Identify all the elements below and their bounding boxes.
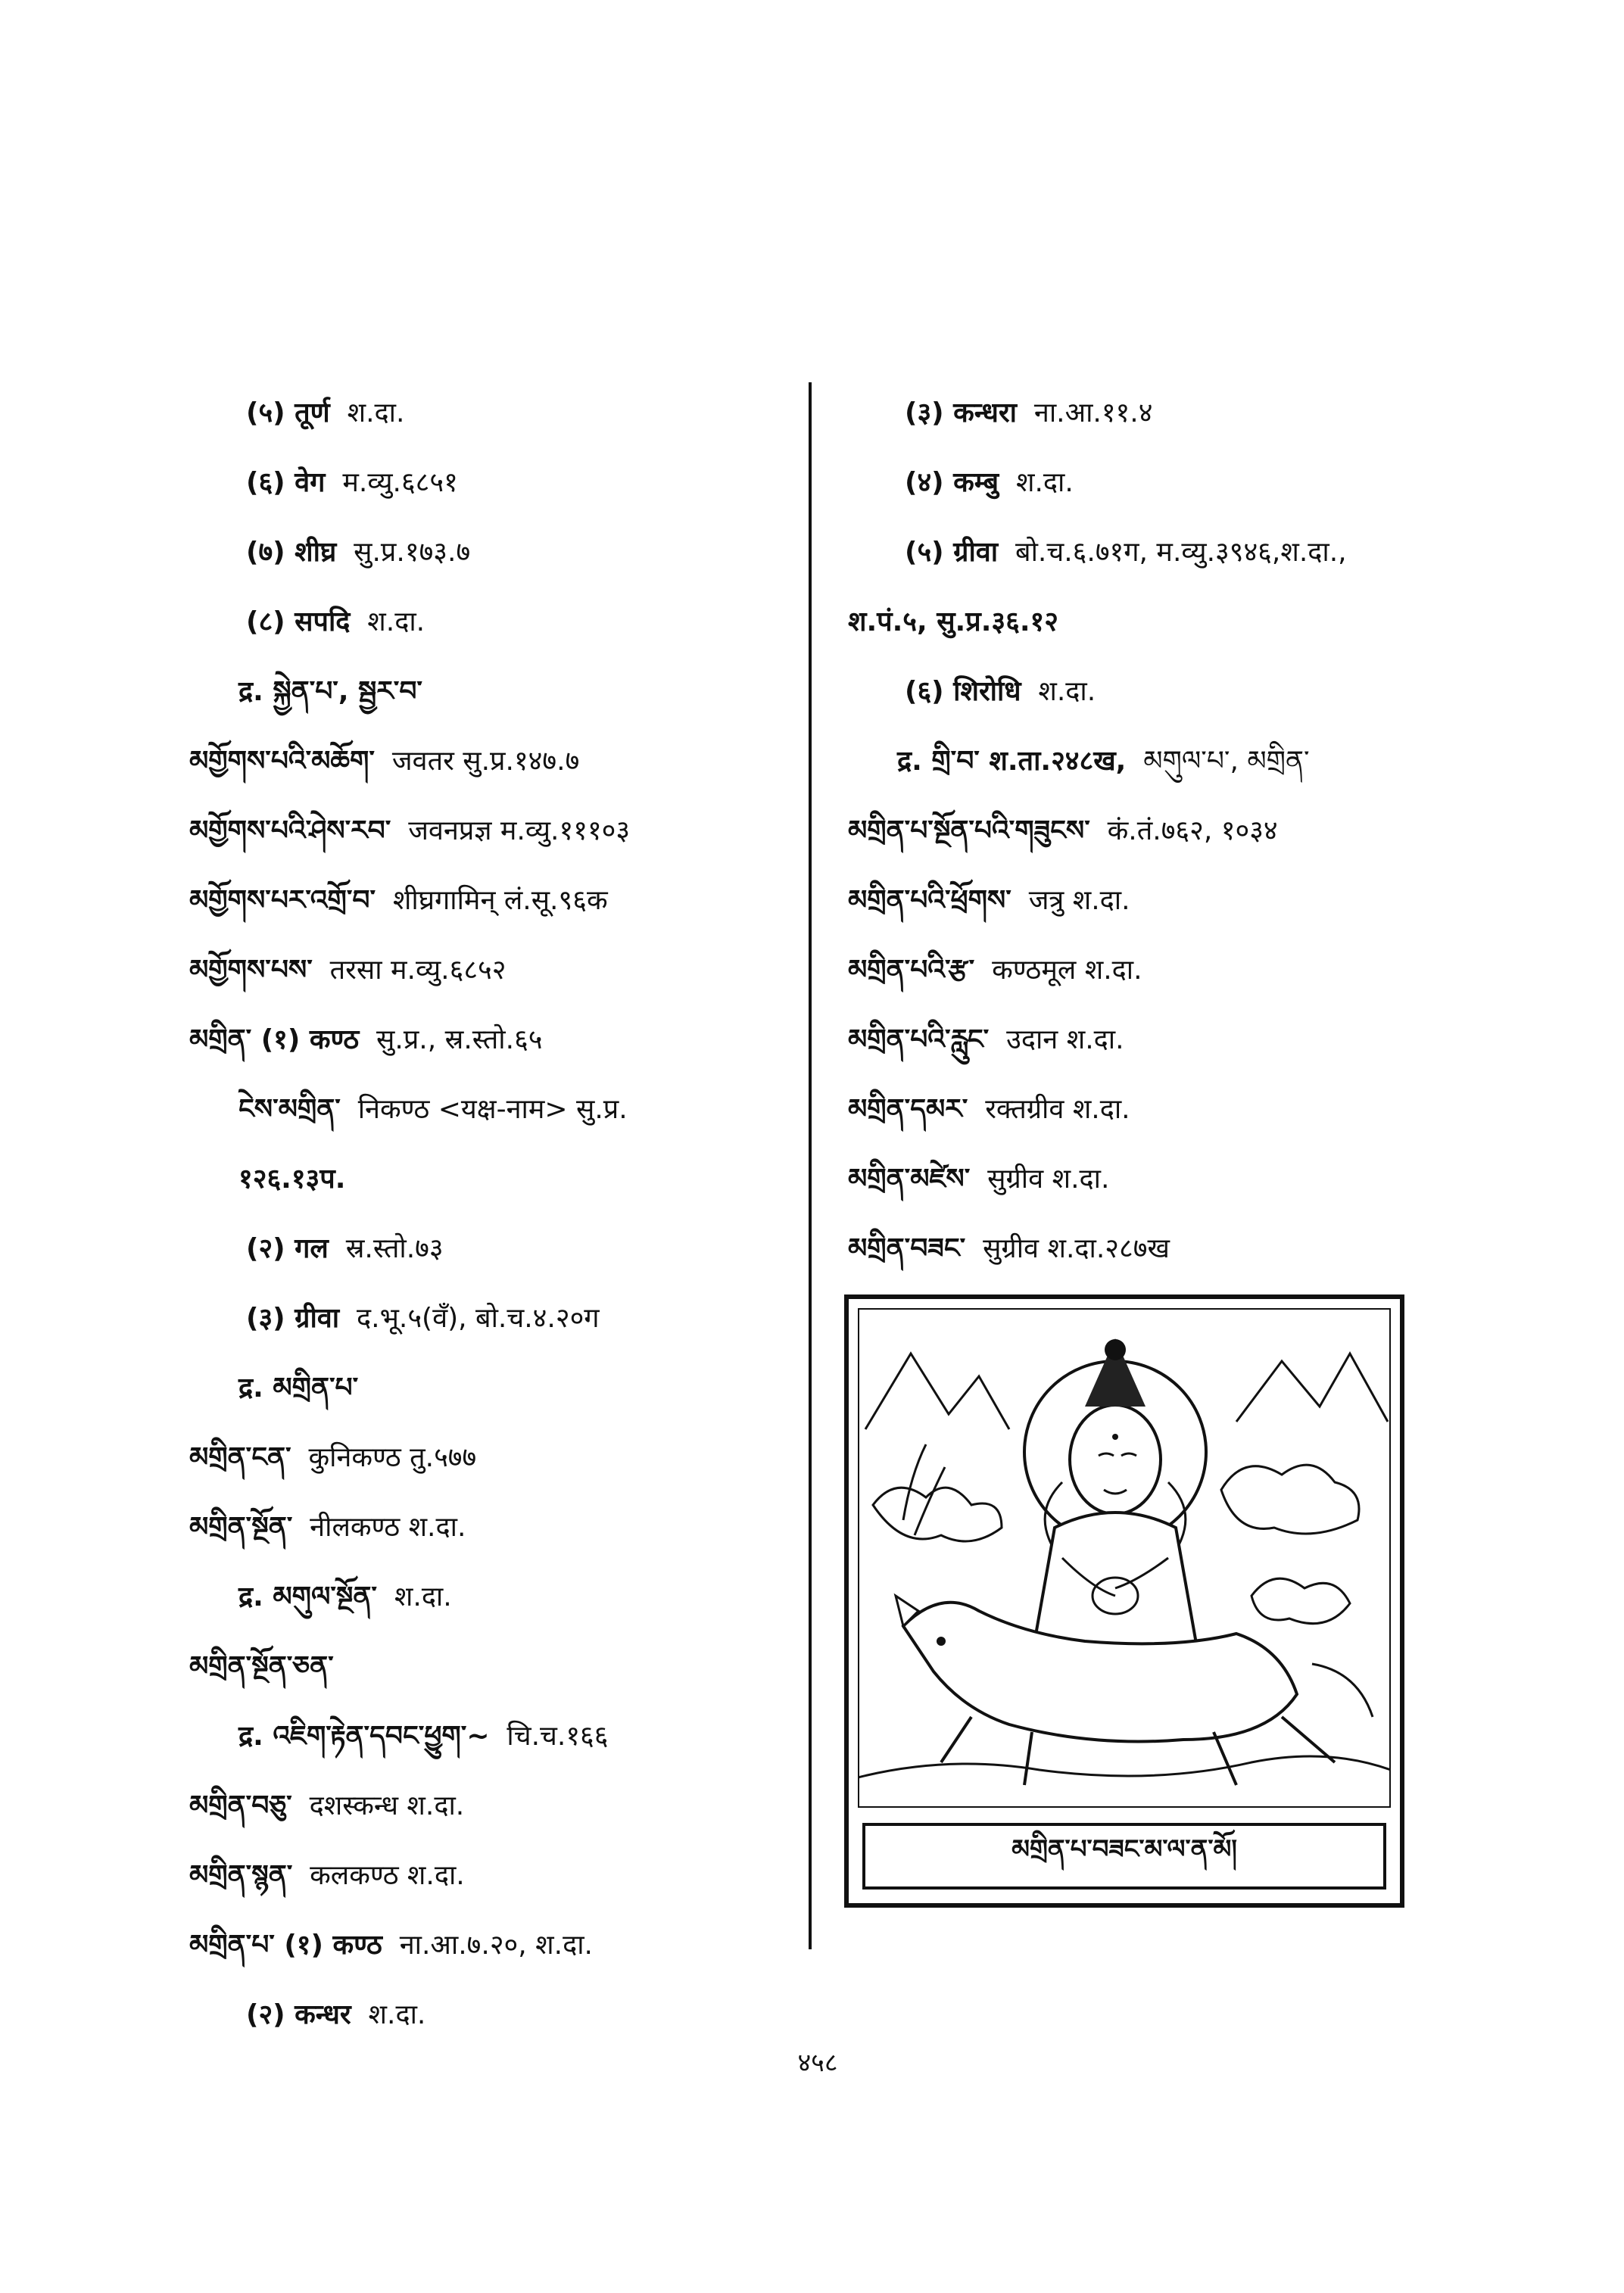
entry-head: མགྲིན་པའི་ཕྲོགས་ [848, 885, 1011, 916]
entry-line [189, 1214, 795, 1284]
entry-line [848, 1214, 1454, 1284]
entry-line [189, 1493, 795, 1562]
entry-head: द्र. སྐྱེན་པ་, སྦྱར་བ་ [238, 676, 422, 707]
entry-head: (३) ग्रीवा [246, 1303, 340, 1334]
entry-reference: चि.च.१६६ [507, 1721, 609, 1752]
illustration-drawing [858, 1308, 1391, 1808]
entry-reference: श.दा. [368, 1999, 426, 2030]
entry-head: (२) गल [246, 1233, 329, 1264]
entry-line [189, 936, 795, 1005]
entry-reference: निकण्ठ <यक्ष-नाम> सु.प्र. [357, 1094, 628, 1125]
entry-head: (२) कन्धर [246, 1999, 351, 2030]
entry-line [848, 1075, 1454, 1145]
entry-head: མགྲིན་སྙན་ [189, 1860, 293, 1891]
entry-line [189, 657, 795, 727]
entry-reference: द.भू.५(वँ), बो.च.४.२०ग [357, 1303, 600, 1334]
entry-head: མགྲིན་པའི་རྩ་ [848, 955, 975, 986]
entry-line [189, 1005, 795, 1075]
entry-reference: स्र.स्तो.७३ [345, 1233, 444, 1264]
entry-reference: सुग्रीव श.दा. [987, 1164, 1110, 1195]
entry-head: མགྱོགས་པའི་ཤེས་རབ་ [189, 815, 391, 846]
entry-line [189, 1702, 795, 1771]
entry-line [848, 518, 1454, 587]
left-column [189, 379, 795, 2050]
entry-head: श.पं.५, सु.प्र.३६.१२ [848, 606, 1058, 637]
entry-line [848, 657, 1454, 727]
entry-reference: तरसा म.व्यु.६८५२ [329, 955, 507, 986]
entry-head: མགྱོགས་པར་འགྲོ་བ་ [189, 885, 376, 916]
entry-line [848, 448, 1454, 518]
entry-reference: श.दा. [394, 1581, 452, 1612]
entry-reference: बो.च.६.७१ग, म.व्यु.३९४६,श.दा., [1015, 537, 1347, 568]
entry-line [848, 1145, 1454, 1214]
right-column [848, 379, 1454, 1354]
entry-line [189, 1841, 795, 1911]
entry-reference: म.व्यु.६८५१ [342, 467, 458, 498]
entry-head: མགྲིན་ངན་ [189, 1442, 291, 1473]
entry-head: द्र. འཇིག་རྟེན་དབང་ཕྱུག་~ [238, 1721, 490, 1752]
entry-reference: रक्तग्रीव श.दा. [985, 1094, 1130, 1125]
entry-line [189, 1771, 795, 1841]
entry-reference: उदान श.दा. [1006, 1024, 1124, 1055]
entry-head: མགྲིན་ (१) कण्ठ [189, 1024, 360, 1055]
entry-line [189, 1075, 795, 1145]
column-divider [809, 382, 812, 1949]
entry-reference: ना.आ.११.४ [1033, 397, 1153, 428]
entry-line [189, 448, 795, 518]
entry-line [189, 1284, 795, 1354]
entry-head: མགྱོགས་པའི་མཆོག་ [189, 746, 375, 777]
entry-line [189, 1980, 795, 2050]
entry-reference: सु.प्र., स्र.स्तो.६५ [376, 1024, 543, 1055]
entry-reference: सुग्रीव श.दा.२८७ख [983, 1233, 1170, 1264]
entry-reference: श.दा. [1015, 467, 1074, 498]
entry-head: (६) वेग [246, 467, 326, 498]
entry-line [189, 1632, 795, 1702]
page-number: ४५८ [797, 2048, 838, 2078]
entry-reference: जवतर सु.प्र.१४७.७ [391, 746, 580, 777]
entry-reference: जवनप्रज्ञ म.व्यु.१११०३ [408, 815, 631, 846]
entry-line [189, 1423, 795, 1493]
entry-reference: श.दा. [1038, 676, 1096, 707]
entry-head: (४) कम्बु [905, 467, 999, 498]
entry-head: ངེས་མགྲིན་ [238, 1094, 341, 1125]
entry-line [189, 1911, 795, 1980]
entry-head: (५) तूर्ण [246, 397, 330, 428]
entry-head: द्र. གྲི་བ་ श.ता.२४८ख, [897, 746, 1127, 777]
entry-reference: कण्ठमूल श.दा. [992, 955, 1142, 986]
entry-reference: མགུལ་པ་, མགྲིན་ [1143, 746, 1310, 777]
entry-line [189, 727, 795, 796]
entry-head: १२६.१३प. [238, 1164, 346, 1195]
entry-reference: कं.तं.७६२, १०३४ [1107, 815, 1278, 846]
entry-line [189, 866, 795, 936]
entry-head: མགྱོགས་པས་ [189, 955, 313, 986]
entry-line [189, 796, 795, 866]
entry-head: མགྲིན་བཅུ་ [189, 1790, 292, 1821]
entry-head: མགྲིན་པ་སྔོན་པའི་གཟུངས་ [848, 815, 1090, 846]
entry-line [189, 1145, 795, 1214]
entry-head: མགྲིན་དམར་ [848, 1094, 968, 1125]
entry-reference: दशस्कन्ध श.दा. [309, 1790, 465, 1821]
entry-line [848, 936, 1454, 1005]
entry-head: མགྲིན་སྔོན་ཅན་ [189, 1651, 334, 1682]
entry-reference: ना.आ.७.२०, श.दा. [399, 1930, 593, 1961]
entry-reference: सु.प्र.१७३.७ [354, 537, 471, 568]
entry-head: द्र. མགུལ་སྔོན་ [238, 1581, 377, 1612]
entry-head: (३) कन्धरा [905, 397, 1017, 428]
entry-line [189, 587, 795, 657]
entry-reference: जत्रु श.दा. [1028, 885, 1130, 916]
entry-line [848, 727, 1454, 796]
deity-illustration [844, 1294, 1404, 1908]
entry-head: (५) ग्रीवा [905, 537, 999, 568]
entry-line [189, 518, 795, 587]
entry-line [848, 587, 1454, 657]
entry-head: (८) सपदि [246, 606, 351, 637]
entry-line [189, 1354, 795, 1423]
entry-head: མགྲིན་པ་ (१) कण्ठ [189, 1930, 382, 1961]
entry-reference: नीलकण्ठ श.दा. [310, 1512, 466, 1543]
figure-caption: མགྲིན་པ་བཟང་མ་ལ་ན་མོ། [862, 1823, 1386, 1890]
entry-line [848, 379, 1454, 448]
entry-head: མགྲིན་མཛེས་ [848, 1164, 971, 1195]
entry-head: མགྲིན་པའི་རླུང་ [848, 1024, 990, 1055]
entry-line [189, 1562, 795, 1632]
entry-line [848, 866, 1454, 936]
entry-head: (६) शिरोधि [905, 676, 1021, 707]
entry-reference: शीघ्रगामिन् लं.सू.९६क [392, 885, 608, 916]
entry-reference: श.दा. [367, 606, 425, 637]
entry-reference: कुनिकण्ठ तु.५७७ [308, 1442, 477, 1473]
entry-line [848, 796, 1454, 866]
entry-reference: श.दा. [347, 397, 405, 428]
entry-reference: कलकण्ठ श.दा. [310, 1860, 465, 1891]
entry-head: द्र. མགྲིན་པ་ [238, 1372, 359, 1404]
entry-head: མགྲིན་སྔོན་ [189, 1512, 293, 1543]
entry-line [189, 379, 795, 448]
entry-head: (७) शीघ्र [246, 537, 337, 568]
entry-head: མགྲིན་བཟང་ [848, 1233, 966, 1264]
entry-line [848, 1005, 1454, 1075]
